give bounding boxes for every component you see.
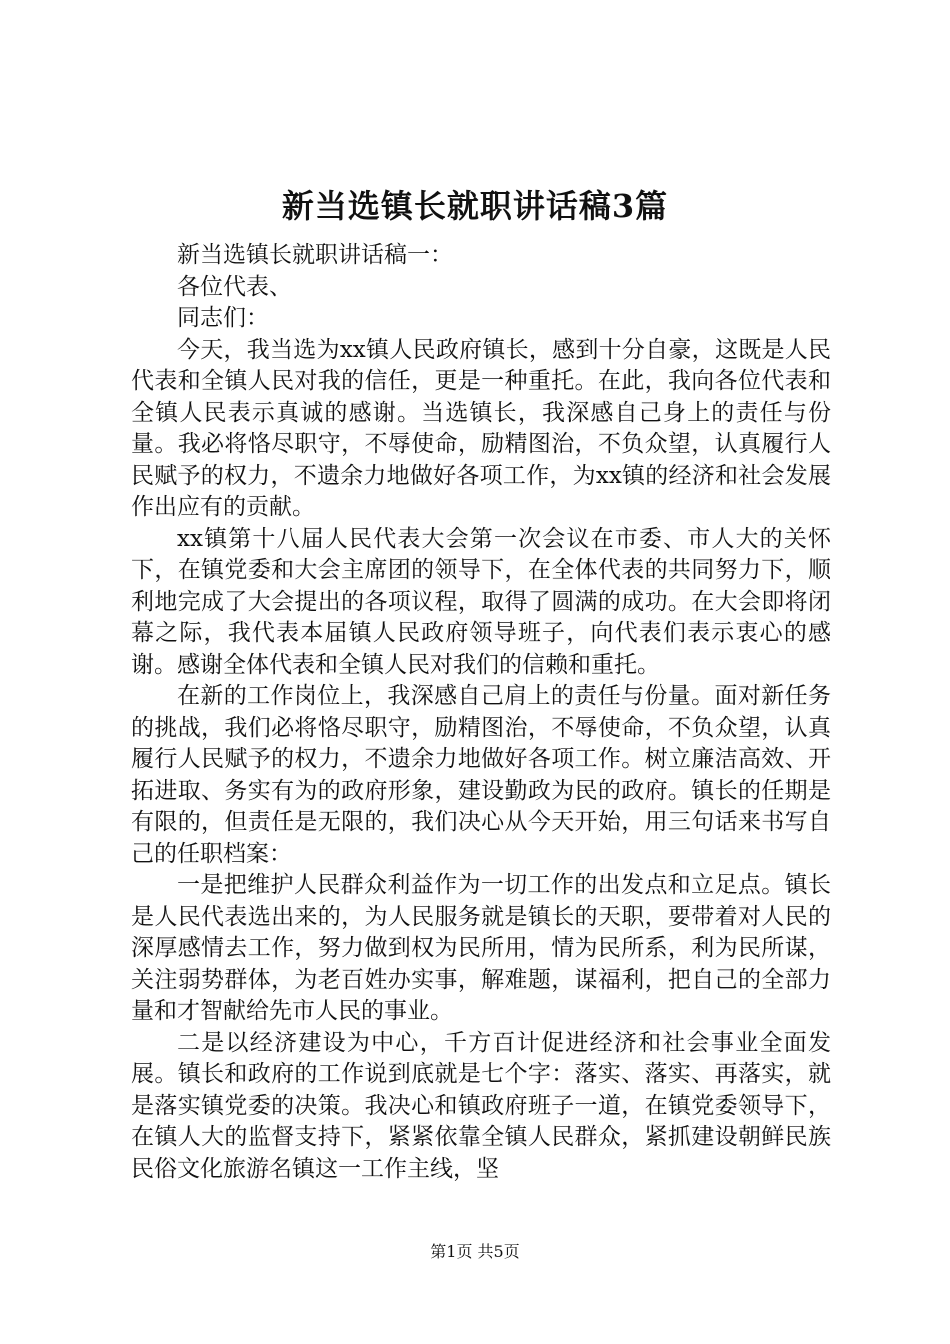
document-title: 新当选镇长就职讲话稿3篇 bbox=[281, 187, 669, 225]
paragraph: 在新的工作岗位上，我深感自己肩上的责任与份量。面对新任务的挑战，我们必将恪尽职守，励精图治，不辱使命，不负众望，认真履行人民赋予的权力，不遗余力地做好各项工作。树立廉洁高效、开拓进取、务实有为的政府形象，建设勤政为民的政府。镇长的任期是有限的，但责任是无限的，我们决心从今天开始，用三句话来书写自己的任职档案： bbox=[131, 683, 831, 867]
paragraph: 一是把维护人民群众利益作为一切工作的出发点和立足点。镇长是人民代表选出来的，为人民服务就是镇长的天职，要带着对人民的深厚感情去工作，努力做到权为民所用，情为民所系，利为民所谋，关注弱势群体，为老百姓办实事，解难题，谋福利，把自己的全部力量和才智献给先市人民的事业。 bbox=[131, 872, 831, 1024]
document-body bbox=[131, 240, 831, 1185]
paragraph: 今天，我当选为xx镇人民政府镇长，感到十分自豪，这既是人民代表和全镇人民对我的信任，更是一种重托。在此，我向各位代表和全镇人民表示真诚的感谢。当选镇长，我深感自己身上的责任与份量。我必将恪尽职守，不辱使命，励精图治，不负众望，认真履行人民赋予的权力，不遗余力地做好各项工作，为xx镇的经济和社会发展作出应有的贡献。 bbox=[131, 336, 831, 520]
paragraph-heading: 新当选镇长就职讲话稿一： bbox=[177, 242, 453, 268]
page-number: 第1页 共5页 bbox=[430, 1242, 520, 1261]
paragraph-salutation: 同志们： bbox=[177, 305, 269, 331]
paragraph-salutation: 各位代表、 bbox=[177, 273, 292, 300]
paragraph: xx镇第十八届人民代表大会第一次会议在市委、市人大的关怀下，在镇党委和大会主席团的领导下，在全体代表的共同努力下，顺利地完成了大会提出的各项议程，取得了圆满的成功。在大会即将闭幕之际，我代表本届镇人民政府领导班子，向代表们表示衷心的感谢。感谢全体代表和全镇人民对我们的信赖和重托。 bbox=[131, 525, 831, 678]
paragraph: 二是以经济建设为中心，千方百计促进经济和社会事业全面发展。镇长和政府的工作说到底就是七个字：落实、落实、再落实，就是落实镇党委的决策。我决心和镇政府班子一道，在镇党委领导下，在镇人大的监督支持下，紧紧依靠全镇人民群众，紧抓建设朝鲜民族民俗文化旅游名镇这一工作主线，坚 bbox=[131, 1029, 831, 1182]
